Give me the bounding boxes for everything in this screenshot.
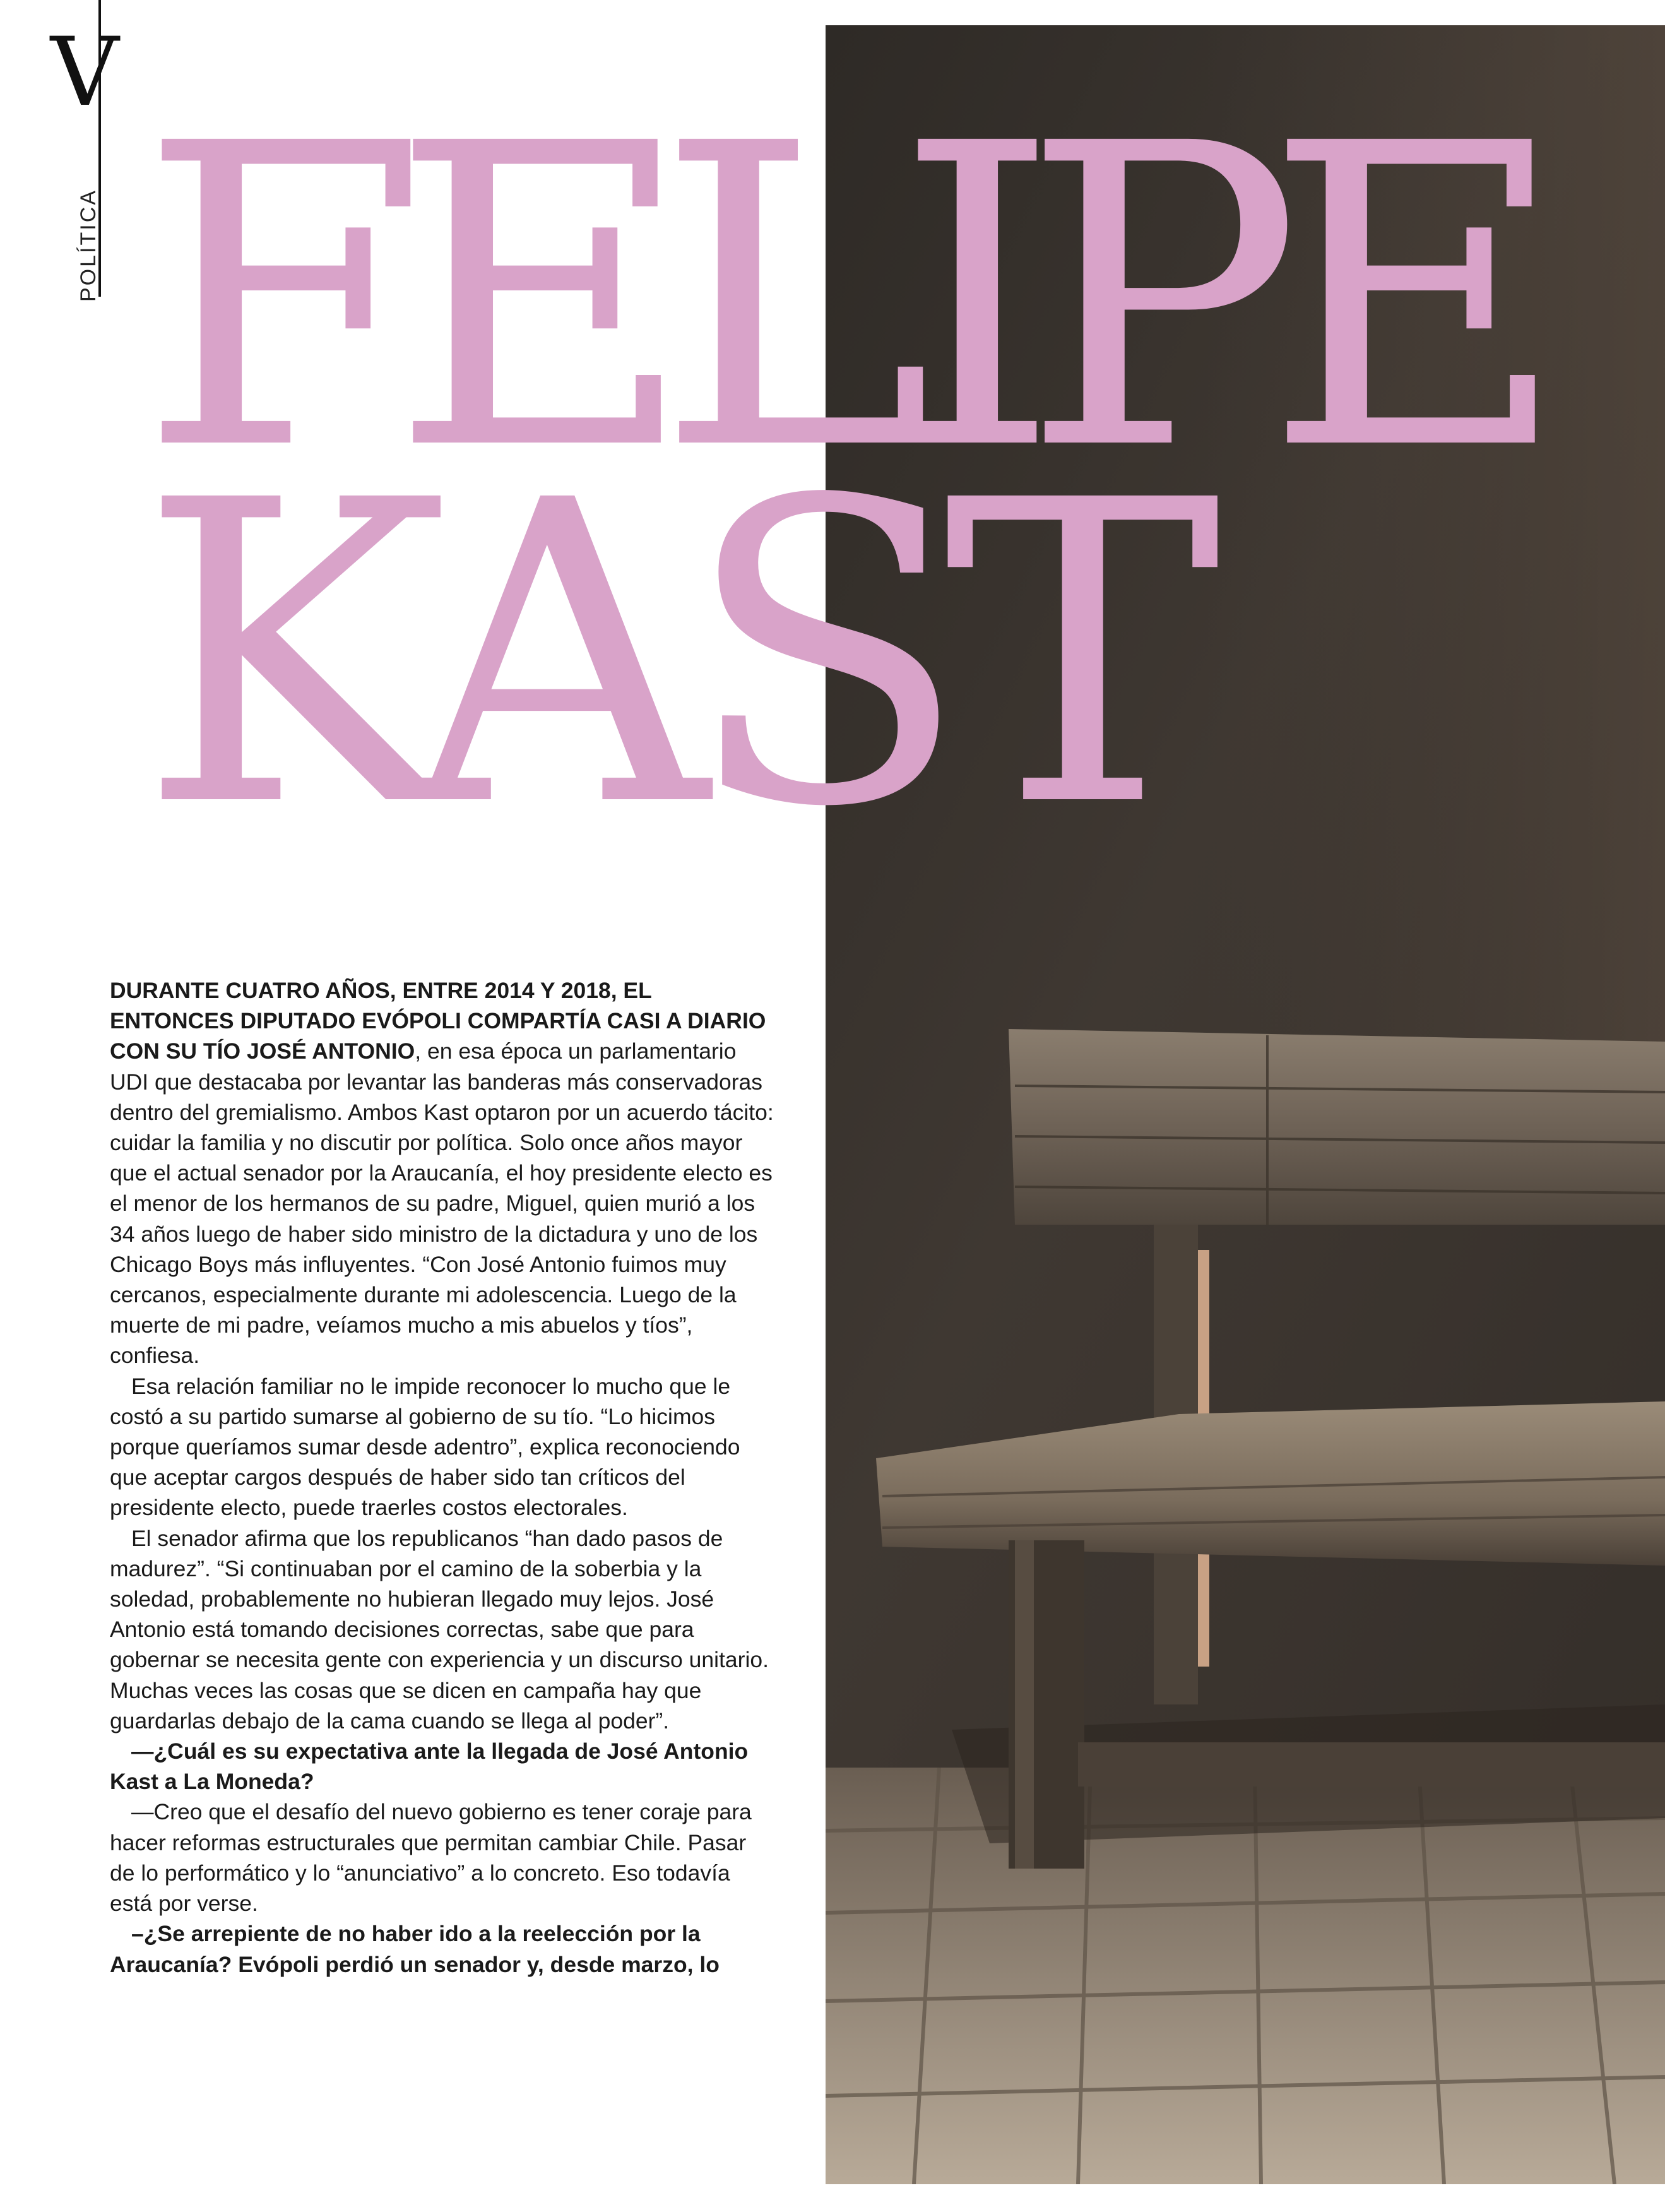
paragraph-1-body: , en esa época un parlamentario UDI que destacaba por levantar las banderas más conservadoras dentro del gremialismo. Ambos Kast optaron por un acuerdo tácito: cuidar la familia y no discutir por política. Solo once años mayor que el actual senador por la Araucanía, el hoy presidente electo es el menor de los hermanos de su padre, Miguel, quien murió a los 34 años luego de haber sido ministro de la dictadura y uno de los Chicago Boys más influyentes. “Con José Antonio fuimos muy cercanos, especialmente durante mi adolescencia. Luego de la muerte de mi padre, veíamos mucho a mis abuelos y tíos”, confiesa. bbox=[110, 1038, 774, 1369]
headline bbox=[139, 56, 1654, 898]
question-2: –¿Se arrepiente de no haber ido a la reelección por la Araucanía? Evópoli perdió un senador y, desde marzo, lo bbox=[110, 1921, 720, 1977]
article-body bbox=[110, 975, 776, 1980]
magazine-logo[interactable]: V bbox=[50, 18, 119, 128]
paragraph-1 bbox=[110, 975, 776, 1371]
question-1: —¿Cuál es su expectativa ante la llegada de José Antonio Kast a La Moneda? bbox=[110, 1739, 749, 1795]
section-label: POLÍTICA bbox=[76, 189, 100, 302]
headline-line-1: FELIPE bbox=[139, 56, 1531, 541]
headline-line-2: KAST bbox=[139, 412, 1197, 898]
answer-1: —Creo que el desafío del nuevo gobierno es tener coraje para hacer reformas estructurales que permitan cambiar Chile. Pasar de lo performático y lo “anunciativo” a lo concreto. Eso todavía está por verse. bbox=[110, 1799, 752, 1917]
paragraph-3: El senador afirma que los republicanos “han dado pasos de madurez”. “Si continuaban por el camino de la soberbia y la soledad, probablemente no hubieran llegado muy lejos. José Antonio está tomando decisiones correctas, sabe que para gobernar se necesita gente con experiencia y un discurso unitario. Muchas veces las cosas que se dicen en campaña hay que guardarlas debajo de la cama cuando se llega al poder”. bbox=[110, 1525, 769, 1733]
paragraph-2: Esa relación familiar no le impide reconocer lo mucho que le costó a su partido sumarse al gobierno de su tío. “Lo hicimos porque queríamos sumar desde adentro”, explica reconociendo que aceptar cargos después de haber sido tan críticos del presidente electo, puede traerles costos electorales. bbox=[110, 1373, 740, 1521]
lead-in: DURANTE CUATRO AÑOS, ENTRE 2014 Y 2018, EL ENTONCES DIPUTADO EVÓPOLI COMPARTÍA CASI A DIARIO CON SU TÍO JOSÉ ANTONIO bbox=[110, 978, 766, 1064]
